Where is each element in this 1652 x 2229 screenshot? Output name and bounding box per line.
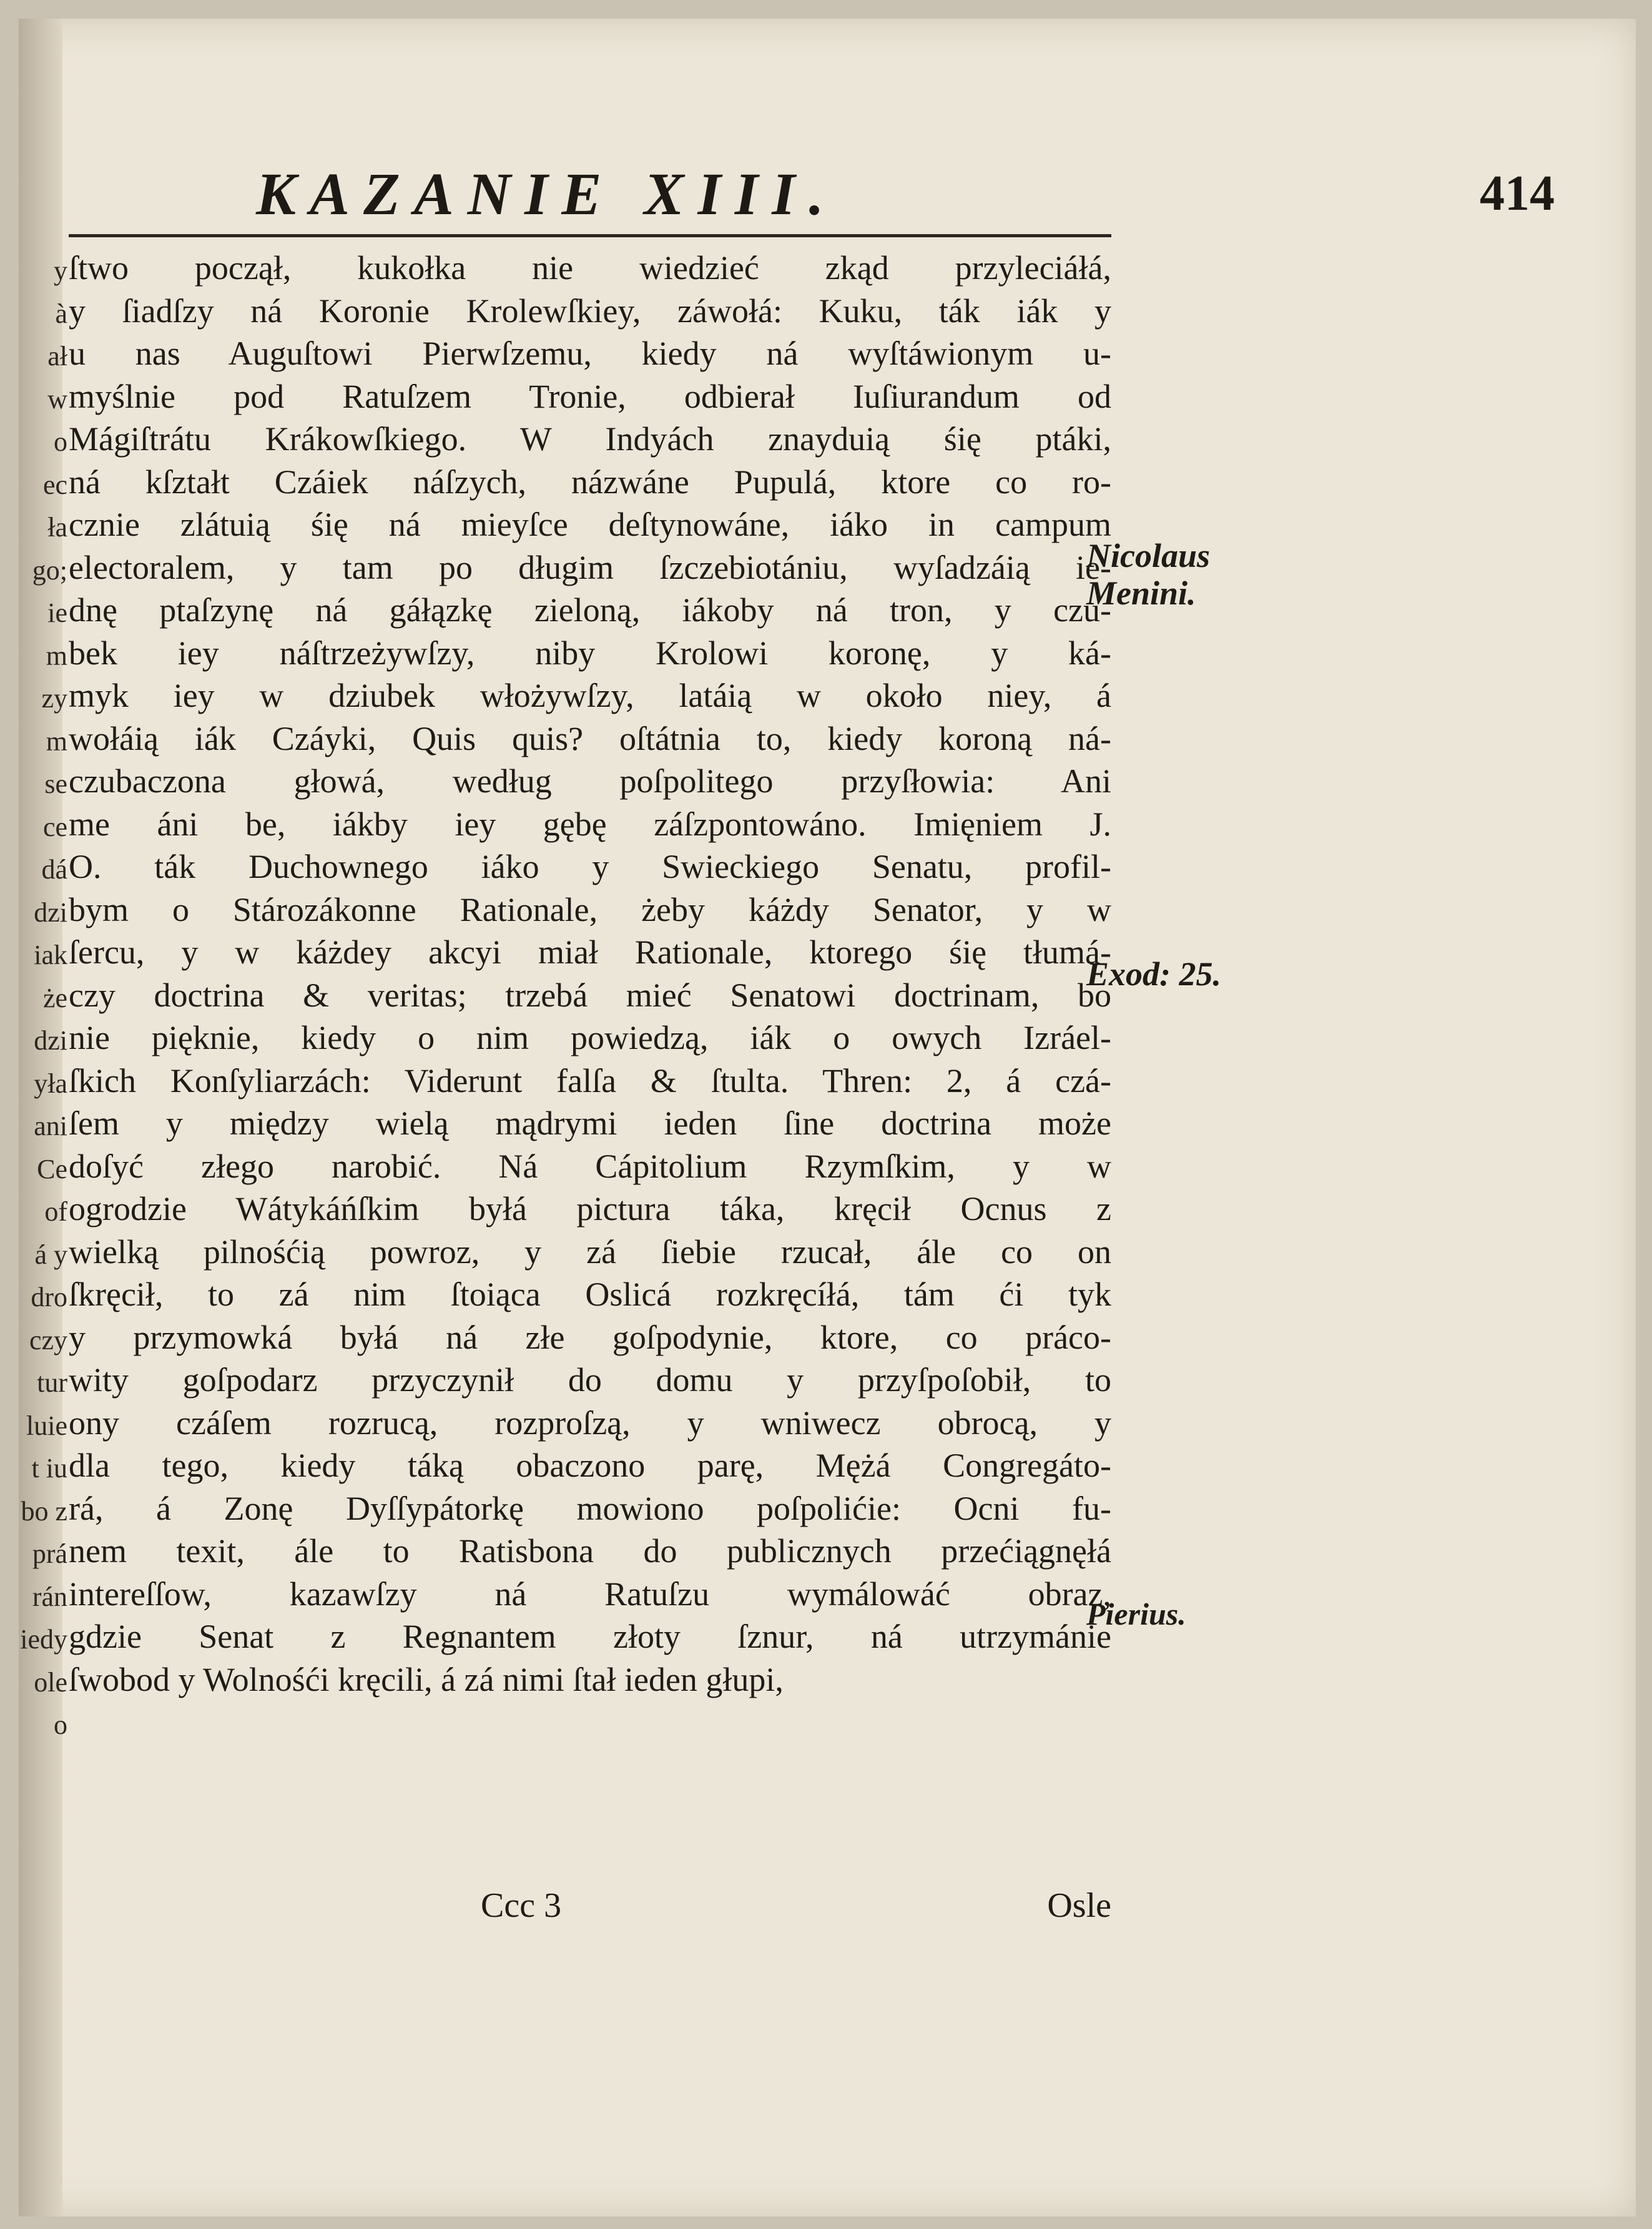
fragment-line: y [54,255,67,286]
fragment-line: go; [32,554,67,586]
fragment-line: ie [47,598,67,628]
text-line: u nas Auguſtowi Pierwſzemu, kiedy ná wyſtáwionym u- [69,335,1111,372]
page-header [256,159,1567,234]
text-line: ſkręcił, to zá nim ſtoiąca Oslicá rozkręcíłá, tám ći tyk [69,1276,1111,1313]
text-line: dla tego, kiedy táką obaczono parę, Mężá Congregáto- [69,1447,1111,1484]
fragment-line: zy [41,683,67,714]
text-line: nie pięknie, kiedy o nim powiedzą, iák o owych Izráel- [69,1019,1111,1056]
fragment-line: prá [32,1538,67,1569]
fragment-line: ole [34,1666,67,1698]
margin-note-pierius: Pierius. [1086,1597,1186,1631]
fragment-line: dro [31,1282,67,1312]
text-line: Mágiſtrátu Krákowſkiego. W Indyách znayduią śię ptáki, [69,420,1111,458]
page-number: 414 [1480,166,1555,221]
fragment-line: ce [42,811,67,842]
text-line: myk iey w dziubek włożywſzy, latáią w około niey, á [69,677,1111,714]
margin-note-exodus: Exod: 25. [1086,955,1221,993]
text-line: myślnie pod Ratuſzem Tronie, odbierał Iuſiurandum od [69,377,1111,415]
text-line: wielką pilnośćią powroz, y zá ſiebie rzucał, ále co on [69,1233,1111,1271]
fragment-line: tur [37,1367,67,1398]
text-line: ſkich Konſyliarzách: Viderunt falſa & ſtulta. Thren: 2, á czá- [69,1061,1111,1100]
fragment-line: że [42,982,67,1013]
facing-page-fragments [19,250,67,1747]
page-footer [69,1886,1111,1936]
fragment-line: rán [32,1581,67,1612]
fragment-line: se [44,769,67,799]
fragment-line: w [47,383,67,415]
margin-note-menini: Nicolaus Menini. [1086,537,1211,612]
fragment-line: ła [47,512,67,543]
fragment-line: m [46,640,67,671]
text-line: electoralem, y tam po długim ſzczebiotániu, wyſadzáią ie- [69,548,1111,586]
fragment-line: ani [34,1111,67,1141]
fragment-line: yła [34,1068,67,1099]
text-line: bek iey náſtrzeżywſzy, niby Krolowi koronę, y ká- [69,634,1111,672]
header-rule [69,234,1111,237]
catchword: Osle [1047,1886,1111,1925]
text-line: me áni be, iákby iey gębę záſzpontowáno. Imięniem J. [69,805,1111,843]
text-line: czy doctrina & veritas; trzebá mieć Senatowi doctrinam, bo [69,976,1111,1014]
fragment-line: à [55,298,67,329]
text-line: wołáią iák Czáyki, Quis quis? oſtátnia to, kiedy koroną ná- [69,719,1111,757]
text-line: intereſſow, kazawſzy ná Ratuſzu wymálowáć obraz, [69,1575,1111,1613]
fragment-line: czy [29,1324,67,1356]
fragment-line: Ce [37,1153,67,1184]
fragment-line: t iu [31,1453,67,1484]
book-page [19,19,1636,2217]
fragment-line: iak [34,940,67,970]
text-line: wity goſpodarz przyczynił do domu y przyſpoſobił, to [69,1361,1111,1399]
fragment-line: m [46,726,67,757]
text-line: doſyć złego narobić. Ná Cápitolium Rzymſkim, y w [69,1147,1111,1185]
fragment-line: ał [47,341,67,372]
running-title: KAZANIE XIII. [256,160,838,227]
fragment-line: á y [34,1239,67,1270]
fragment-line: dzi [34,1025,67,1056]
text-line: dnę ptaſzynę ná gáłązkę zieloną, iákoby ná tron, y czu- [69,591,1111,629]
text-line: rá, á Zonę Dyſſypátorkę mowiono poſpolićie: Ocni fu- [69,1489,1111,1527]
signature-mark: Ccc 3 [481,1886,562,1925]
text-line: ogrodzie Wátykáńſkim byłá pictura táka, kręcił Ocnus z [69,1190,1111,1228]
text-line: nem texit, ále to Ratisbona do publicznych przećiągnęłá [69,1532,1111,1570]
fragment-line: iedy [20,1624,67,1655]
fragment-line: o [54,1710,67,1740]
body-text [69,247,1111,1701]
text-line: y przymowká byłá ná złe goſpodynie, ktore, co práco- [69,1318,1111,1356]
text-line: ná kſztałt Czáiek náſzych, názwáne Pupulá, ktore co ro- [69,463,1111,501]
text-line: y ſiadſzy ná Koronie Krolewſkiey, záwołá: Kuku, ták iák y [69,292,1111,330]
text-line: ſercu, y w káżdey akcyi miał Rationale, ktorego śię tłumá- [69,933,1111,971]
text-line: gdzie Senat z Regnantem złoty ſznur, ná utrzymánie [69,1618,1111,1655]
text-line: ſem y między wielą mądrymi ieden ſine doctrina może [69,1105,1111,1142]
fragment-line: ec [42,469,67,500]
text-line: czubaczona głowá, według poſpolitego przyſłowia: Ani [69,762,1111,800]
fragment-line: luie [26,1410,67,1441]
fragment-line: o [54,426,67,457]
fragment-line: of [44,1196,67,1227]
fragment-line: dzi [34,897,67,928]
fragment-line: bo z [21,1495,67,1527]
fragment-line: dá [41,854,67,885]
text-line: cznie zlátuią śię ná mieyſce deſtynowáne, iáko in campum [69,506,1111,543]
text-line: ſtwo począł, kukołka nie wiedzieć zkąd przyleciáłá, [69,249,1111,287]
text-line: O. ták Duchownego iáko y Swieckiego Senatu, profil- [69,848,1111,885]
text-line: bym o Stározákonne Rationale, żeby káżdy Senator, y w [69,890,1111,928]
text-line: ony czáſem rozrucą, rozproſzą, y wniwecz obrocą, y [69,1404,1111,1442]
text-line: ſwobod y Wolnośći kręcili, á zá nimi ſtał ieden głupi, [69,1660,784,1698]
